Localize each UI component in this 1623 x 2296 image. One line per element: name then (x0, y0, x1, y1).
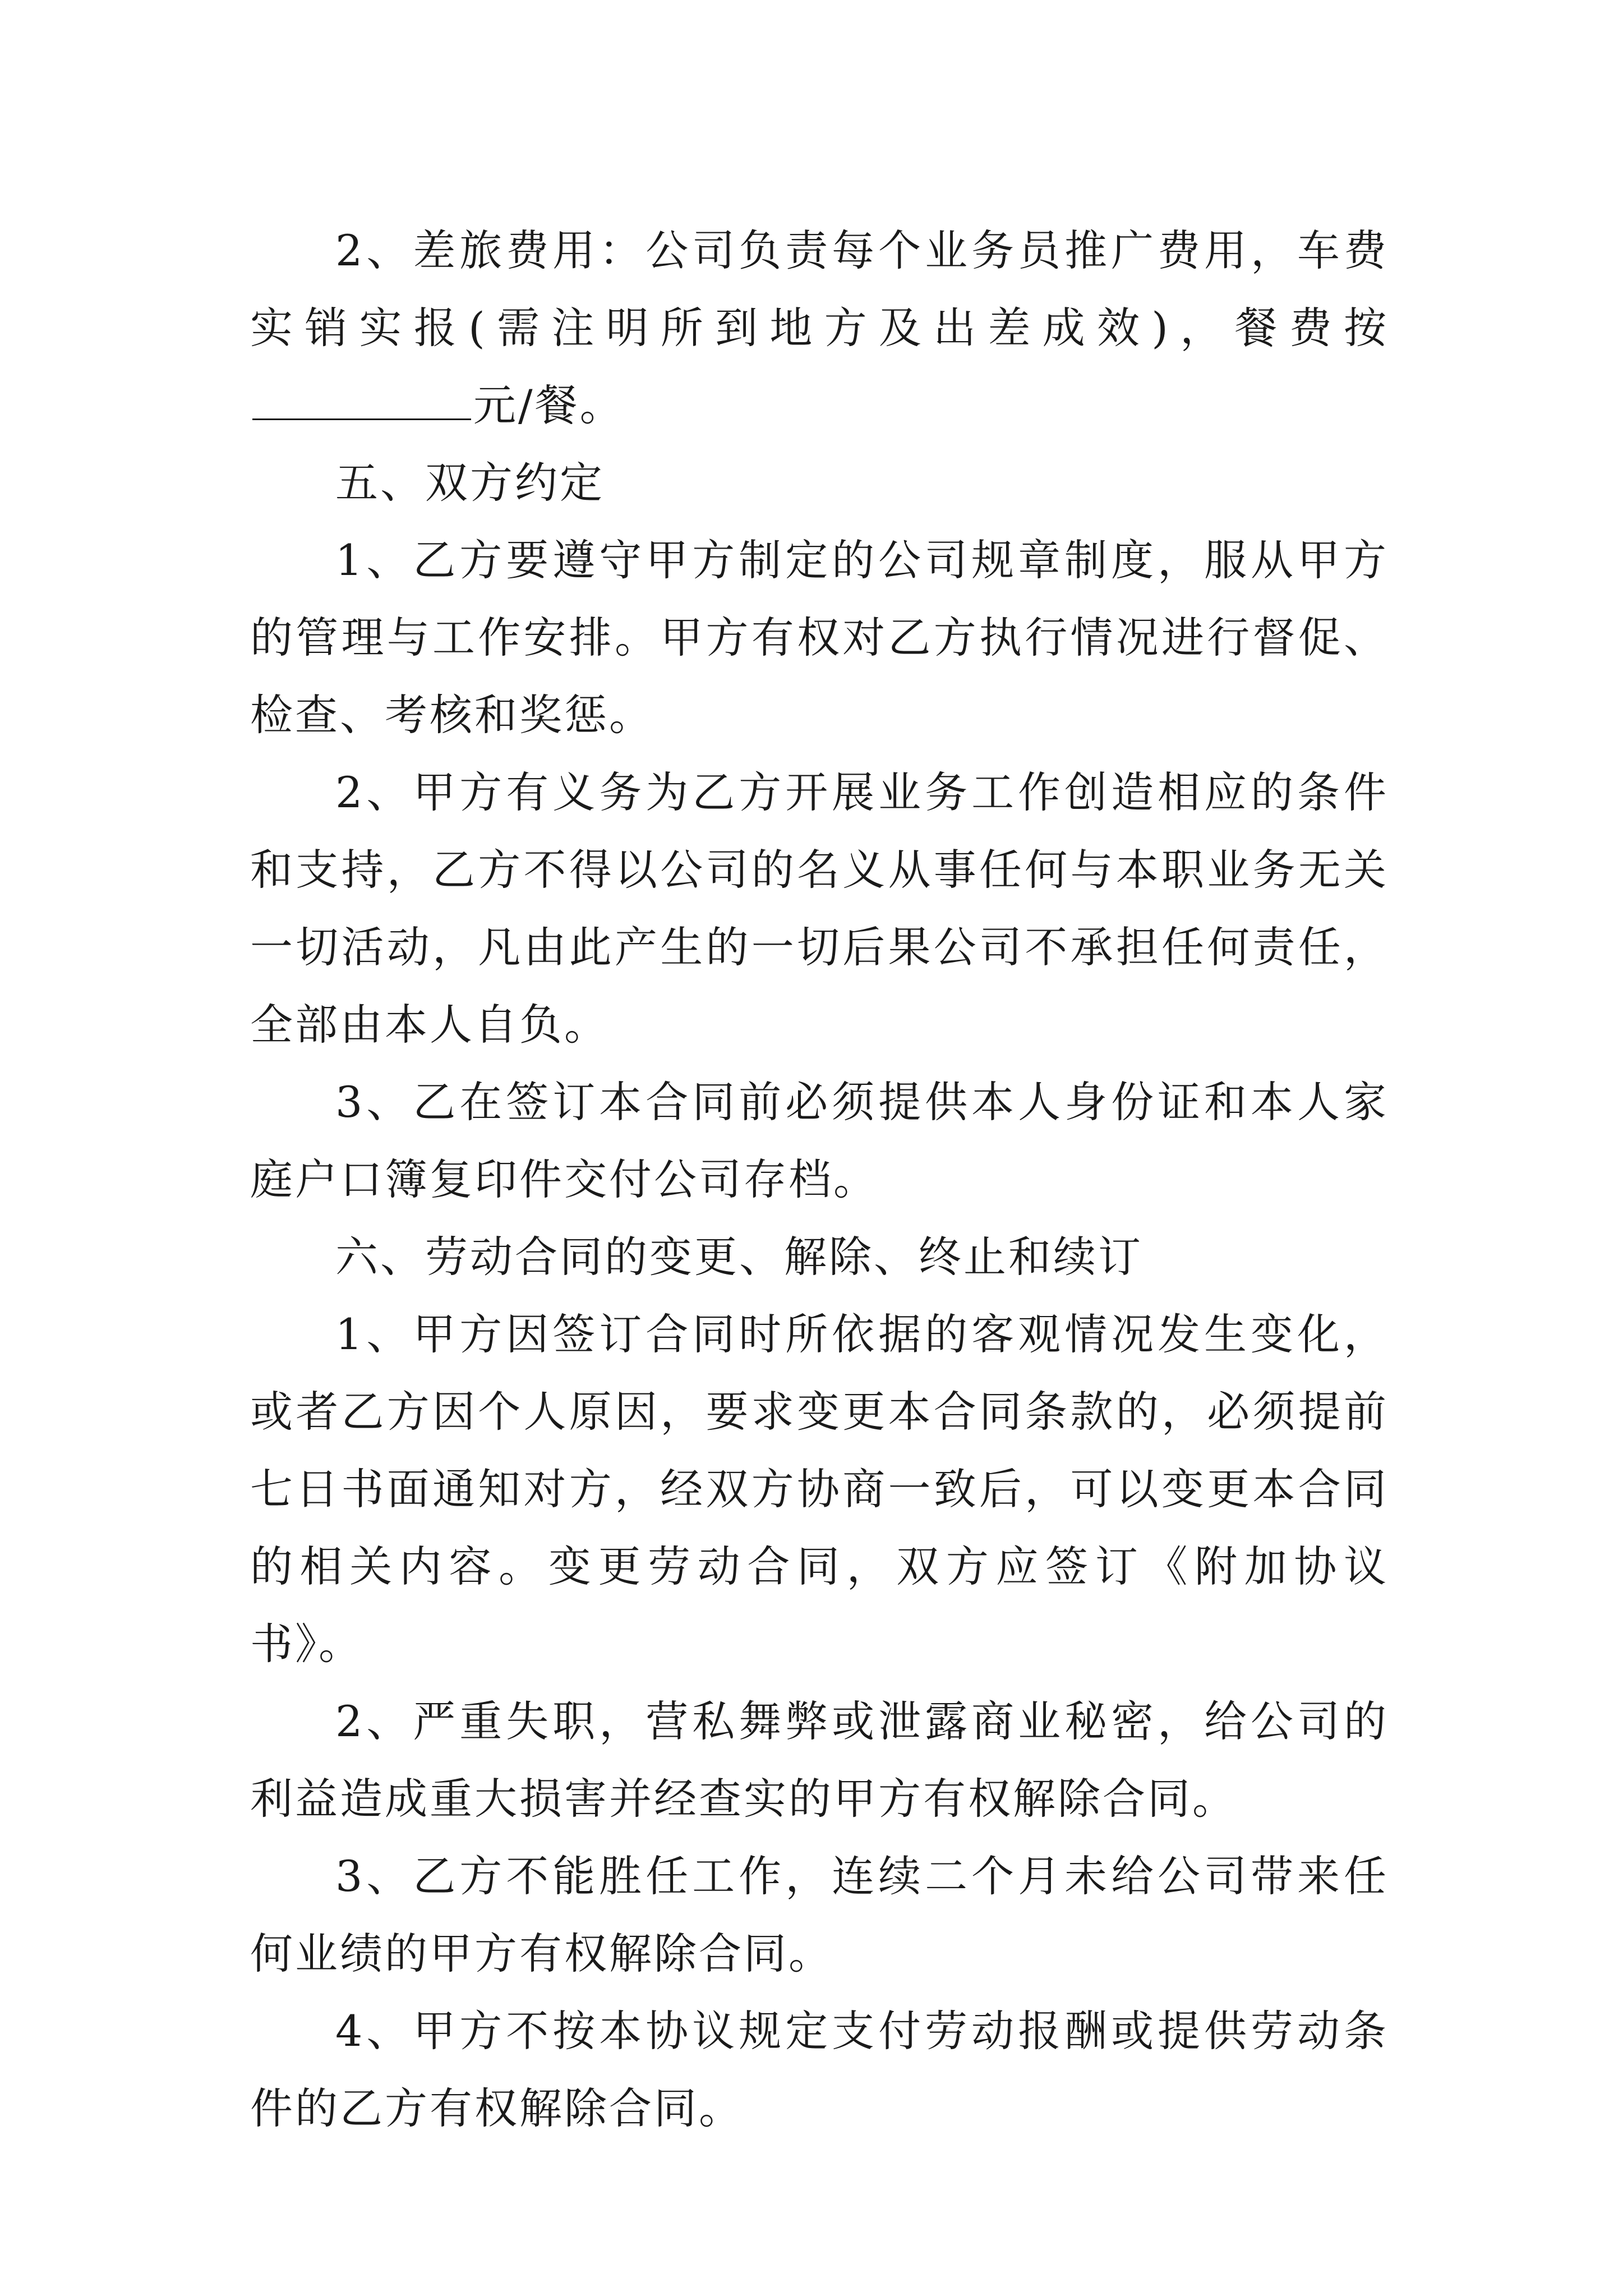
section-5-heading: 五、双方约定 (335, 458, 605, 508)
document-body (250, 212, 1389, 2147)
travel-expenses-text: 2、差旅费用：公司负责每个业务员推广费用，车费实销实报(需注明所到地方及出差成效)，餐费按 (250, 226, 1389, 353)
section-6-heading: 六、劳动合同的变更、解除、终止和续订 (335, 1232, 1143, 1282)
section-6-item-3: 3、乙方不能胜任工作，连续二个月未给公司带来任何业绩的甲方有权解除合同。 (250, 1851, 1389, 1978)
section-5-item-3: 3、乙在签订本合同前必须提供本人身份证和本人家庭户口簿复印件交付公司存档。 (250, 1077, 1389, 1204)
section-6-item-2: 2、严重失职，营私舞弊或泄露商业秘密，给公司的利益造成重大损害并经查实的甲方有权解除合同。 (250, 1696, 1389, 1824)
section-5-item-1: 1、乙方要遵守甲方制定的公司规章制度，服从甲方的管理与工作安排。甲方有权对乙方执行情况进行督促、检查、考核和奖惩。 (250, 535, 1389, 740)
section-6-item-1: 1、甲方因签订合同时所依据的客观情况发生变化，或者乙方因个人原因，要求变更本合同条款的，必须提前七日书面通知对方，经双方协商一致后，可以变更本合同的相关内容。变更劳动合同，双方应签订《附加协议书》。 (250, 1309, 1389, 1669)
meal-fee-blank-field[interactable] (252, 385, 471, 420)
paragraph-travel-expenses (250, 212, 1389, 444)
section-5-item-2: 2、甲方有义务为乙方开展业务工作创造相应的条件和支持，乙方不得以公司的名义从事任何与本职业务无关一切活动，凡由此产生的一切后果公司不承担任何责任，全部由本人自负。 (250, 767, 1389, 1050)
travel-expenses-unit: 元/餐。 (473, 380, 625, 430)
section-6-item-4: 4、甲方不按本协议规定支付劳动报酬或提供劳动条件的乙方有权解除合同。 (250, 2006, 1389, 2133)
